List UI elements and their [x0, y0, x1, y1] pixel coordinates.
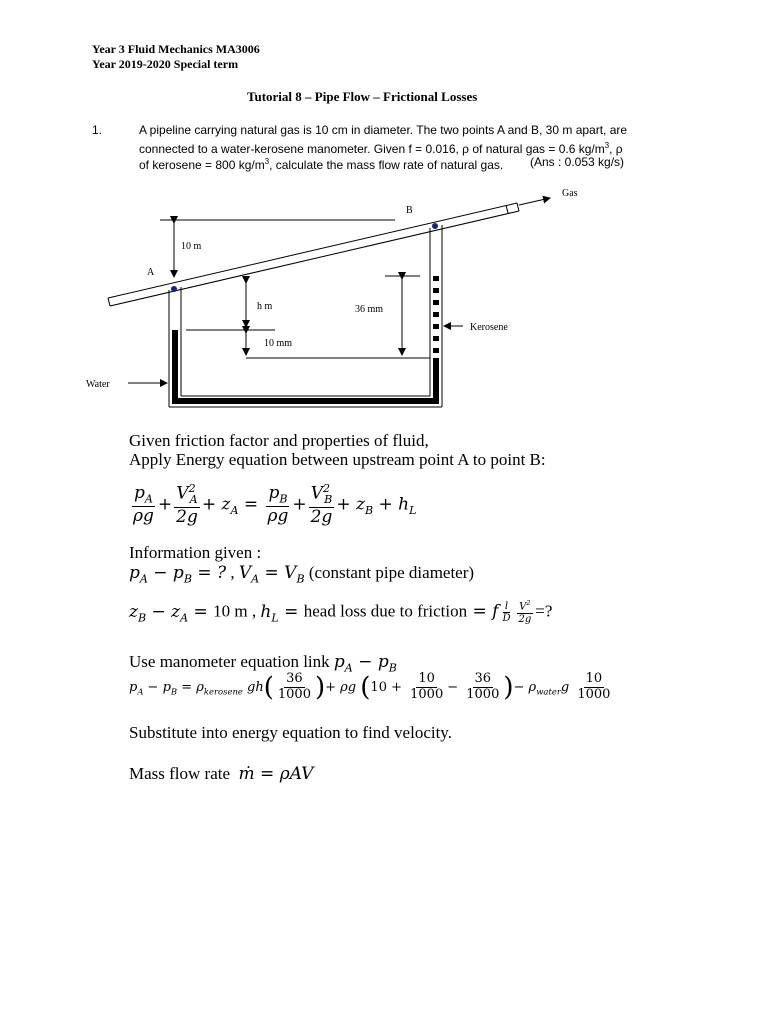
- point-a-dot: [171, 286, 177, 292]
- course-header: Year 3 Fluid Mechanics MA3006: [92, 42, 260, 56]
- manometer-heading: Use manometer equation link $p_A - p_B$: [129, 652, 397, 675]
- manometer-equation: $p_A - p_B = \rho_{kerosene}$ gh( $\frac{36}{1000}$ )+ ρg (10 + $\frac{10}{1000}$ − $\frac{36}{1000}$ )− $\rho_{water}g$ $\frac{10}{1000}$: [129, 671, 611, 703]
- point-b-label: B: [406, 205, 413, 216]
- solution-intro-2: Apply Energy equation between upstream point A to point B:: [129, 450, 546, 469]
- info-line-2: $z_B - z_A = 10$ m , $h_L$ = head loss due to friction = f $\frac{l}{D}$ $\frac{V^2}{2g}$ =?: [129, 599, 553, 625]
- question-line-3: of kerosene = 800 $kg/m^3$, calculate the mass flow rate of natural gas.: [139, 157, 504, 172]
- info-line-1: $p_A - p_B$ = ? , $V_A = V_B$ (constant pipe diameter): [129, 563, 475, 586]
- kerosene-column: [433, 276, 439, 353]
- height-10m-label: 10 m: [181, 241, 202, 252]
- height-10mm-label: 10 mm: [264, 338, 293, 349]
- question-line-1: A pipeline carrying natural gas is 10 cm in diameter. The two points A and B, 30 m apart, are: [139, 123, 628, 137]
- answer-text: (Ans : 0.053 kg/s): [530, 155, 625, 169]
- mass-flow-line: Mass flow rate ṁ = ρAV: [129, 764, 314, 784]
- question-number: 1.: [92, 123, 103, 137]
- point-a-label: A: [147, 267, 155, 278]
- energy-equation: $\frac{p_A}{\rho g}$ + $\frac{V^2_A}{2g}$ + $z_A$ = $\frac{p_B}{\rho g}$ + $\frac{V^2_B}{2g}$ + $z_B + h_L$: [133, 482, 417, 527]
- manometer-diagram: [0, 180, 768, 420]
- height-hm-label: h m: [257, 301, 273, 312]
- question-line-2: connected to a water-kerosene manometer. Given f = 0.016, ρ of natural gas = 0.6 $kg/m^3$, ρ: [139, 141, 623, 156]
- term-header: Year 2019-2020 Special term: [92, 57, 239, 71]
- water-fill: [172, 330, 439, 404]
- water-label: Water: [86, 379, 110, 390]
- solution-intro-1: Given friction factor and properties of fluid,: [129, 431, 429, 450]
- substitute-text: Substitute into energy equation to find velocity.: [129, 723, 452, 742]
- point-b-dot: [432, 223, 438, 229]
- inclined-pipe: [108, 203, 519, 306]
- head-loss-text: head loss due to friction: [303, 601, 468, 621]
- height-36mm-label: 36 mm: [355, 304, 384, 315]
- gas-flow-arrow: [519, 198, 550, 205]
- kerosene-label: Kerosene: [470, 322, 508, 333]
- gas-label: Gas: [562, 188, 578, 199]
- info-heading: Information given :: [129, 543, 262, 562]
- page-title: Tutorial 8 – Pipe Flow – Frictional Losses: [247, 89, 478, 104]
